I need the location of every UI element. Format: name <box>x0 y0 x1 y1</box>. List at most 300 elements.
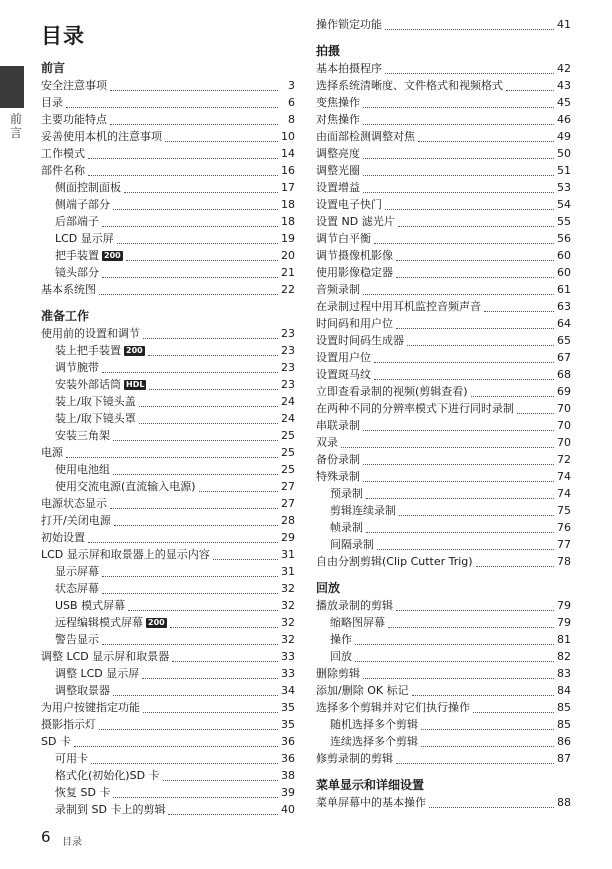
toc-entry-page: 24 <box>281 412 295 425</box>
toc-entry[interactable] <box>316 614 571 631</box>
toc-entry-page: 77 <box>557 538 571 551</box>
toc-entry-title-text: 缩略图屏幕 <box>330 616 385 629</box>
toc-entry[interactable] <box>41 342 295 359</box>
toc-entry[interactable] <box>316 553 571 570</box>
toc-entry[interactable] <box>41 230 295 247</box>
toc-entry-title <box>55 801 165 818</box>
toc-entry-title <box>55 427 110 444</box>
toc-entry-page: 20 <box>281 249 295 262</box>
toc-entry-title <box>316 383 468 400</box>
toc-entry-page: 27 <box>281 497 295 510</box>
dot-leader <box>99 282 278 295</box>
toc-entry-title-text: 双录 <box>316 436 338 449</box>
toc-entry-title <box>55 376 146 393</box>
toc-entry-title-text: 打开/关闭电源 <box>41 514 111 527</box>
toc-entry[interactable] <box>316 716 571 733</box>
dot-leader <box>363 146 554 159</box>
toc-entry[interactable] <box>41 393 295 410</box>
toc-entry-title <box>41 162 85 179</box>
toc-entry-title <box>316 468 360 485</box>
toc-entry-page: 68 <box>557 368 571 381</box>
toc-entry[interactable] <box>41 750 295 767</box>
toc-entry[interactable] <box>316 315 571 332</box>
toc-entry-title-text: 选择多个剪辑并对它们执行操作 <box>316 701 470 714</box>
toc-entry-page: 41 <box>557 18 571 31</box>
dot-leader <box>88 530 278 543</box>
toc-entry[interactable] <box>316 128 571 145</box>
toc-entry-page: 64 <box>557 317 571 330</box>
toc-entry-title-text: 备份录制 <box>316 453 360 466</box>
dot-leader <box>143 700 278 713</box>
dot-leader <box>142 666 278 679</box>
toc-entry[interactable] <box>316 264 571 281</box>
toc-entry-page: 70 <box>557 402 571 415</box>
toc-entry-page: 74 <box>557 487 571 500</box>
toc-entry-title-text: 立即查看录制的视频(剪辑查看) <box>316 385 468 398</box>
toc-entry-title-text: 调整 LCD 显示屏和取景器 <box>41 650 170 663</box>
toc-entry[interactable] <box>316 597 571 614</box>
footer-label: 目录 <box>62 837 82 848</box>
toc-entry-title <box>316 94 360 111</box>
toc-entry-title <box>41 716 96 733</box>
section-gap <box>316 33 571 43</box>
toc-entry-title <box>55 665 139 682</box>
toc-entry-page: 43 <box>557 79 571 92</box>
toc-entry-title <box>55 767 160 784</box>
toc-entry-title-text: 目录 <box>41 96 63 109</box>
toc-entry-title <box>41 648 169 665</box>
dot-leader <box>113 462 278 475</box>
toc-entry-title-text: 设置电子快门 <box>316 198 382 211</box>
toc-entry-page: 60 <box>557 266 571 279</box>
toc-entry[interactable] <box>316 519 571 536</box>
model-badge: 200 <box>126 346 143 355</box>
toc-entry[interactable] <box>41 682 295 699</box>
toc-entry-title <box>316 213 395 230</box>
dot-leader <box>363 112 554 125</box>
toc-entry-page: 53 <box>557 181 571 194</box>
toc-entry-title-text: 装上把手装置 <box>55 344 121 357</box>
toc-entry-page: 22 <box>281 283 295 296</box>
toc-entry-title <box>330 519 363 536</box>
toc-entry-title-text: 调节腕带 <box>55 361 99 374</box>
section-heading: 前言 <box>41 61 66 75</box>
toc-entry[interactable] <box>41 546 295 563</box>
toc-entry-page: 84 <box>557 684 571 697</box>
toc-entry[interactable] <box>316 16 571 33</box>
toc-entry-title-text: 警告显示 <box>55 633 99 646</box>
toc-entry[interactable] <box>41 801 295 818</box>
toc-entry[interactable] <box>316 213 571 230</box>
toc-entry[interactable] <box>316 60 571 77</box>
dot-leader <box>124 180 278 193</box>
dot-leader <box>341 435 554 448</box>
toc-entry-page: 46 <box>557 113 571 126</box>
toc-entry[interactable] <box>41 111 295 128</box>
toc-entry-page: 67 <box>557 351 571 364</box>
toc-entry-title-text: 随机选择多个剪辑 <box>330 718 418 731</box>
dot-leader <box>363 418 554 431</box>
toc-entry-page: 50 <box>557 147 571 160</box>
toc-entry-page: 75 <box>557 504 571 517</box>
toc-entry-page: 36 <box>281 735 295 748</box>
toc-entry-title <box>316 597 393 614</box>
toc-entry-title <box>55 213 99 230</box>
toc-entry-page: 72 <box>557 453 571 466</box>
dot-leader <box>363 469 554 482</box>
toc-entry-title <box>41 94 63 111</box>
dot-leader <box>165 129 278 142</box>
toc-entry[interactable] <box>41 213 295 230</box>
dot-leader <box>213 547 278 560</box>
toc-entry-page: 49 <box>557 130 571 143</box>
toc-entry-page: 21 <box>281 266 295 279</box>
toc-entry[interactable] <box>41 631 295 648</box>
toc-entry[interactable] <box>316 733 571 750</box>
toc-entry-title-text: LCD 显示屏 <box>55 232 114 245</box>
dot-leader <box>139 411 278 424</box>
toc-entry-title-text: 连续选择多个剪辑 <box>330 735 418 748</box>
section-gap <box>316 570 571 580</box>
dot-leader <box>418 129 554 142</box>
toc-entry-page: 6 <box>288 96 295 109</box>
dot-leader <box>172 649 278 662</box>
toc-entry-page: 18 <box>281 198 295 211</box>
toc-entry[interactable] <box>316 196 571 213</box>
toc-entry[interactable] <box>316 794 571 811</box>
toc-entry[interactable] <box>41 478 295 495</box>
toc-entry[interactable] <box>316 451 571 468</box>
toc-entry[interactable] <box>41 784 295 801</box>
toc-entry-title-text: 安装外部话筒 <box>55 378 121 391</box>
toc-entry[interactable] <box>41 264 295 281</box>
toc-entry-title <box>41 281 96 298</box>
toc-entry[interactable] <box>41 359 295 376</box>
toc-entry[interactable] <box>41 94 295 111</box>
toc-entry-page: 40 <box>281 803 295 816</box>
toc-entry-title <box>316 794 426 811</box>
dot-leader <box>168 802 278 815</box>
dot-leader <box>113 197 278 210</box>
toc-entry[interactable] <box>316 502 571 519</box>
toc-entry-title-text: 在两种不同的分辨率模式下进行同时录制 <box>316 402 514 415</box>
toc-entry-title-text: 调节白平衡 <box>316 232 371 245</box>
toc-entry-title <box>316 400 514 417</box>
dot-leader <box>407 333 554 346</box>
toc-entry[interactable] <box>316 77 571 94</box>
toc-entry-title-text: 基本拍摄程序 <box>316 62 382 75</box>
toc-entry-page: 65 <box>557 334 571 347</box>
toc-entry-title <box>55 461 110 478</box>
toc-entry-title-text: 部件名称 <box>41 164 85 177</box>
toc-entry[interactable] <box>316 111 571 128</box>
toc-entry[interactable] <box>41 162 295 179</box>
toc-entry[interactable] <box>41 128 295 145</box>
dot-leader <box>148 343 278 356</box>
toc-entry-title <box>316 682 409 699</box>
toc-entry-title-text: 操作锁定功能 <box>316 18 382 31</box>
toc-entry-title-text: 设置用户位 <box>316 351 371 364</box>
toc-entry-title-text: 使用影像稳定器 <box>316 266 393 279</box>
toc-entry-title <box>316 349 371 366</box>
toc-entry-title <box>316 196 382 213</box>
toc-entry-title-text: 妥善使用本机的注意事项 <box>41 130 162 143</box>
toc-entry[interactable] <box>316 298 571 315</box>
dot-leader <box>66 95 278 108</box>
dot-leader <box>385 17 554 30</box>
toc-entry-title <box>55 478 196 495</box>
dot-leader <box>429 795 554 808</box>
toc-entry[interactable] <box>316 648 571 665</box>
toc-entry-title-text: 主要功能特点 <box>41 113 107 126</box>
dot-leader <box>484 299 554 312</box>
toc-entry[interactable] <box>41 247 295 264</box>
toc-entry-page: 27 <box>281 480 295 493</box>
toc-entry-page: 3 <box>288 79 295 92</box>
dot-leader <box>471 384 554 397</box>
toc-entry-page: 8 <box>288 113 295 126</box>
toc-entry[interactable] <box>41 281 295 298</box>
toc-entry-title-text: 变焦操作 <box>316 96 360 109</box>
toc-entry-title-text: 录制到 SD 卡上的剪辑 <box>55 803 166 816</box>
dot-leader <box>110 496 278 509</box>
toc-entry-page: 33 <box>281 667 295 680</box>
toc-entry-title-text: 电源 <box>41 446 63 459</box>
toc-right-column <box>316 16 571 811</box>
toc-entry-page: 10 <box>281 130 295 143</box>
dot-leader <box>102 265 278 278</box>
toc-entry-title-text: 状态屏幕 <box>55 582 99 595</box>
toc-entry[interactable] <box>316 631 571 648</box>
toc-entry-title-text: 在录制过程中用耳机监控音频声音 <box>316 300 481 313</box>
dot-leader <box>139 394 278 407</box>
toc-entry[interactable] <box>316 417 571 434</box>
toc-entry-title-text: 设置增益 <box>316 181 360 194</box>
toc-entry-title-text: 删除剪辑 <box>316 667 360 680</box>
toc-entry-title-text: 使用交流电源(直流输入电源) <box>55 480 196 493</box>
toc-entry-page: 31 <box>281 565 295 578</box>
toc-entry[interactable] <box>316 699 571 716</box>
toc-entry-title <box>55 614 167 631</box>
model-badge: 200 <box>148 618 165 627</box>
toc-entry-title-text: 恢复 SD 卡 <box>55 786 111 799</box>
toc-entry-title-text: 格式化(初始化)SD 卡 <box>55 769 160 782</box>
toc-entry-title <box>316 750 393 767</box>
toc-entry[interactable] <box>316 94 571 111</box>
toc-left-column <box>41 60 295 818</box>
toc-entry-title-text: 间隔录制 <box>330 538 374 551</box>
toc-entry-title <box>316 434 338 451</box>
toc-entry[interactable] <box>41 376 295 393</box>
dot-leader <box>355 649 554 662</box>
dot-leader <box>396 265 554 278</box>
toc-entry[interactable] <box>316 682 571 699</box>
toc-entry-page: 82 <box>557 650 571 663</box>
dot-leader <box>102 214 278 227</box>
dot-leader <box>363 452 554 465</box>
toc-entry-page: 32 <box>281 616 295 629</box>
toc-entry-title-text: 调整亮度 <box>316 147 360 160</box>
toc-entry[interactable] <box>41 410 295 427</box>
toc-entry[interactable] <box>316 665 571 682</box>
toc-entry-page: 78 <box>557 555 571 568</box>
toc-entry[interactable] <box>316 145 571 162</box>
section-gap <box>41 298 295 308</box>
dot-leader <box>102 360 278 373</box>
dot-leader <box>476 554 554 567</box>
toc-entry-title <box>316 699 470 716</box>
toc-entry[interactable] <box>41 699 295 716</box>
toc-entry-title-text: 修剪录制的剪辑 <box>316 752 393 765</box>
section-heading: 准备工作 <box>41 309 90 323</box>
model-badge: 200 <box>104 251 121 260</box>
toc-entry-title <box>41 733 71 750</box>
toc-entry[interactable] <box>316 162 571 179</box>
toc-entry[interactable] <box>41 665 295 682</box>
toc-entry-title <box>41 77 107 94</box>
toc-entry-title <box>55 264 99 281</box>
toc-entry-page: 38 <box>281 769 295 782</box>
toc-entry-page: 16 <box>281 164 295 177</box>
toc-entry-page: 25 <box>281 429 295 442</box>
toc-entry[interactable] <box>316 536 571 553</box>
toc-entry-title-text: 对焦操作 <box>316 113 360 126</box>
toc-entry-title-text: 设置 ND 滤光片 <box>316 215 395 228</box>
toc-entry-page: 56 <box>557 232 571 245</box>
toc-entry-title-text: 电源状态显示 <box>41 497 107 510</box>
toc-entry-page: 45 <box>557 96 571 109</box>
toc-entry[interactable] <box>41 444 295 461</box>
toc-entry[interactable] <box>41 461 295 478</box>
toc-entry-title-text: 后部端子 <box>55 215 99 228</box>
toc-entry[interactable] <box>41 495 295 512</box>
toc-entry[interactable] <box>316 349 571 366</box>
toc-entry-title <box>55 784 110 801</box>
toc-entry[interactable] <box>41 580 295 597</box>
toc-entry-page: 25 <box>281 463 295 476</box>
dot-leader <box>396 751 554 764</box>
toc-entry[interactable] <box>41 145 295 162</box>
dot-leader <box>88 163 278 176</box>
toc-entry-title-text: 自由分割剪辑(Clip Cutter Trig) <box>316 555 473 568</box>
toc-entry[interactable] <box>41 767 295 784</box>
toc-entry-title <box>41 128 162 145</box>
dot-leader <box>385 61 554 74</box>
toc-entry[interactable] <box>41 179 295 196</box>
toc-entry[interactable] <box>41 512 295 529</box>
toc-entry[interactable] <box>316 750 571 767</box>
toc-entry-page: 85 <box>557 718 571 731</box>
toc-entry[interactable] <box>316 281 571 298</box>
toc-entry-page: 18 <box>281 215 295 228</box>
toc-entry-title <box>55 359 99 376</box>
toc-entry-title-text: 使用电池组 <box>55 463 110 476</box>
toc-entry[interactable] <box>41 325 295 342</box>
toc-entry-page: 76 <box>557 521 571 534</box>
toc-entry-title-text: 初始设置 <box>41 531 85 544</box>
toc-entry[interactable] <box>316 468 571 485</box>
toc-entry-title-text: 远程编辑模式屏幕 <box>55 616 143 629</box>
toc-entry[interactable] <box>41 597 295 614</box>
toc-entry[interactable] <box>41 614 295 631</box>
toc-entry-title <box>41 325 140 342</box>
toc-entry-title <box>41 546 210 563</box>
toc-entry-title <box>316 247 393 264</box>
toc-entry-title-text: 特殊录制 <box>316 470 360 483</box>
toc-entry-title-text: 选择系统清晰度、文件格式和视频格式 <box>316 79 503 92</box>
dot-leader <box>363 282 554 295</box>
toc-entry-title-text: 剪辑连续录制 <box>330 504 396 517</box>
dot-leader <box>377 537 554 550</box>
toc-entry[interactable] <box>316 485 571 502</box>
toc-entry-title-text: 调整光圈 <box>316 164 360 177</box>
toc-entry[interactable] <box>316 400 571 417</box>
toc-entry[interactable] <box>316 247 571 264</box>
toc-entry[interactable] <box>41 529 295 546</box>
toc-entry-title-text: 预录制 <box>330 487 363 500</box>
toc-entry-page: 35 <box>281 718 295 731</box>
toc-entry-page: 32 <box>281 599 295 612</box>
toc-entry[interactable] <box>316 179 571 196</box>
toc-entry[interactable] <box>41 648 295 665</box>
toc-entry-title-text: 可用卡 <box>55 752 88 765</box>
dot-leader <box>199 479 278 492</box>
toc-entry-title <box>330 733 418 750</box>
dot-leader <box>170 615 278 628</box>
dot-leader <box>163 768 278 781</box>
toc-entry-title-text: 显示屏幕 <box>55 565 99 578</box>
toc-entry[interactable] <box>41 716 295 733</box>
toc-entry[interactable] <box>41 196 295 213</box>
toc-entry-title <box>41 145 85 162</box>
toc-entry[interactable] <box>41 77 295 94</box>
dot-leader <box>363 180 554 193</box>
toc-entry-title <box>316 162 360 179</box>
toc-entry-title <box>316 145 360 162</box>
dot-leader <box>366 486 554 499</box>
toc-entry-title-text: 为用户按键指定功能 <box>41 701 140 714</box>
toc-entry[interactable] <box>316 332 571 349</box>
dot-leader <box>473 700 554 713</box>
toc-entry[interactable] <box>41 733 295 750</box>
toc-entry[interactable] <box>41 563 295 580</box>
toc-entry[interactable] <box>316 383 571 400</box>
toc-entry-page: 86 <box>557 735 571 748</box>
toc-entry-title-text: 侧端子部分 <box>55 198 110 211</box>
dot-leader <box>385 197 554 210</box>
toc-entry-title <box>316 332 404 349</box>
toc-entry-title <box>330 536 374 553</box>
toc-entry-title-text: 帧录制 <box>330 521 363 534</box>
toc-entry-title-text: 调节摄像机影像 <box>316 249 393 262</box>
toc-entry-title <box>316 553 473 570</box>
toc-entry-page: 28 <box>281 514 295 527</box>
toc-entry-title-text: 工作模式 <box>41 147 85 160</box>
toc-entry-title-text: 时间码和用户位 <box>316 317 393 330</box>
toc-entry-title <box>330 485 363 502</box>
dot-leader <box>412 683 554 696</box>
toc-entry-page: 35 <box>281 701 295 714</box>
toc-entry-title <box>316 230 371 247</box>
toc-entry[interactable] <box>316 366 571 383</box>
toc-entry-title <box>41 495 107 512</box>
toc-entry[interactable] <box>316 434 571 451</box>
toc-entry[interactable] <box>316 230 571 247</box>
toc-entry[interactable] <box>41 427 295 444</box>
toc-entry-title <box>316 111 360 128</box>
dot-leader <box>91 751 278 764</box>
dot-leader <box>396 248 554 261</box>
